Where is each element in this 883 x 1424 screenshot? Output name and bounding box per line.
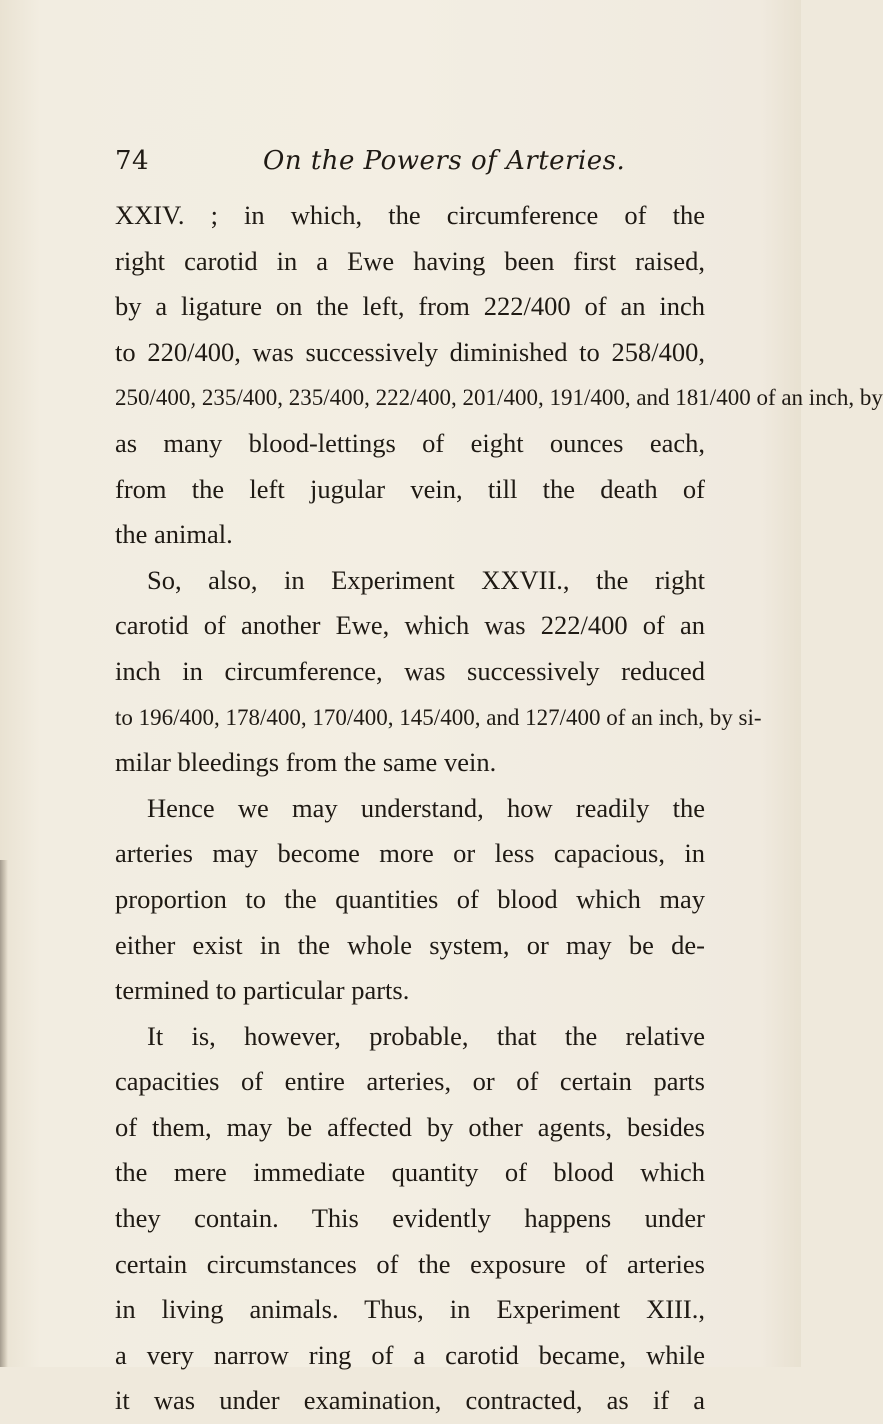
text-line: from the left jugular vein, till the death of [115, 473, 705, 504]
text-line: certain circumstances of the exposure of arteries [115, 1248, 705, 1279]
paragraph-start-line: So, also, in Experiment XXVII., the right [147, 564, 705, 595]
binding-shadow [0, 860, 8, 1367]
text-line: they contain. This evidently happens under [115, 1203, 705, 1234]
text-line: of them, may be affected by other agents, besides [115, 1111, 705, 1142]
text-line: carotid of another Ewe, which was 222/400 of an [115, 610, 705, 641]
text-line: right carotid in a Ewe having been first raised, [115, 245, 705, 276]
text-line: by a ligature on the left, from 222/400 of an inch [115, 291, 705, 322]
running-title: On the Powers of Arteries. [263, 146, 626, 176]
text-line: the mere immediate quantity of blood which [115, 1157, 705, 1188]
text-line: to 196/400, 178/400, 170/400, 145/400, and 127/400 of an inch, by si- [115, 704, 762, 730]
text-line: as many blood-lettings of eight ounces each, [115, 427, 705, 458]
text-line: arteries may become more or less capacious, in [115, 838, 705, 869]
text-line: it was under examination, contracted, as if a [115, 1385, 705, 1416]
text-line: to 220/400, was successively diminished to 258/400, [115, 336, 705, 367]
text-line: proportion to the quantities of blood which may [115, 883, 705, 914]
text-line: XXIV. ; in which, the circumference of the [115, 200, 705, 230]
text-line: either exist in the whole system, or may be de- [115, 929, 705, 960]
text-line: termined to particular parts. [115, 975, 410, 1006]
text-line: in living animals. Thus, in Experiment XIII., [115, 1294, 705, 1325]
text-line: 250/400, 235/400, 235/400, 222/400, 201/400, 191/400, and 181/400 of an inch, by [115, 385, 883, 411]
text-line: the animal. [115, 519, 233, 550]
paragraph-start-line: Hence we may understand, how readily the [147, 792, 705, 823]
body-text [115, 193, 883, 1424]
paragraph-start-line: It is, however, probable, that the relative [147, 1020, 705, 1051]
text-line: inch in circumference, was successively reduced [115, 655, 705, 686]
text-line: milar bleedings from the same vein. [115, 747, 497, 778]
text-line: a very narrow ring of a carotid became, while [115, 1339, 705, 1370]
page-header [115, 146, 715, 178]
text-line: capacities of entire arteries, or of certain parts [115, 1066, 705, 1097]
page-number: 74 [115, 146, 150, 176]
